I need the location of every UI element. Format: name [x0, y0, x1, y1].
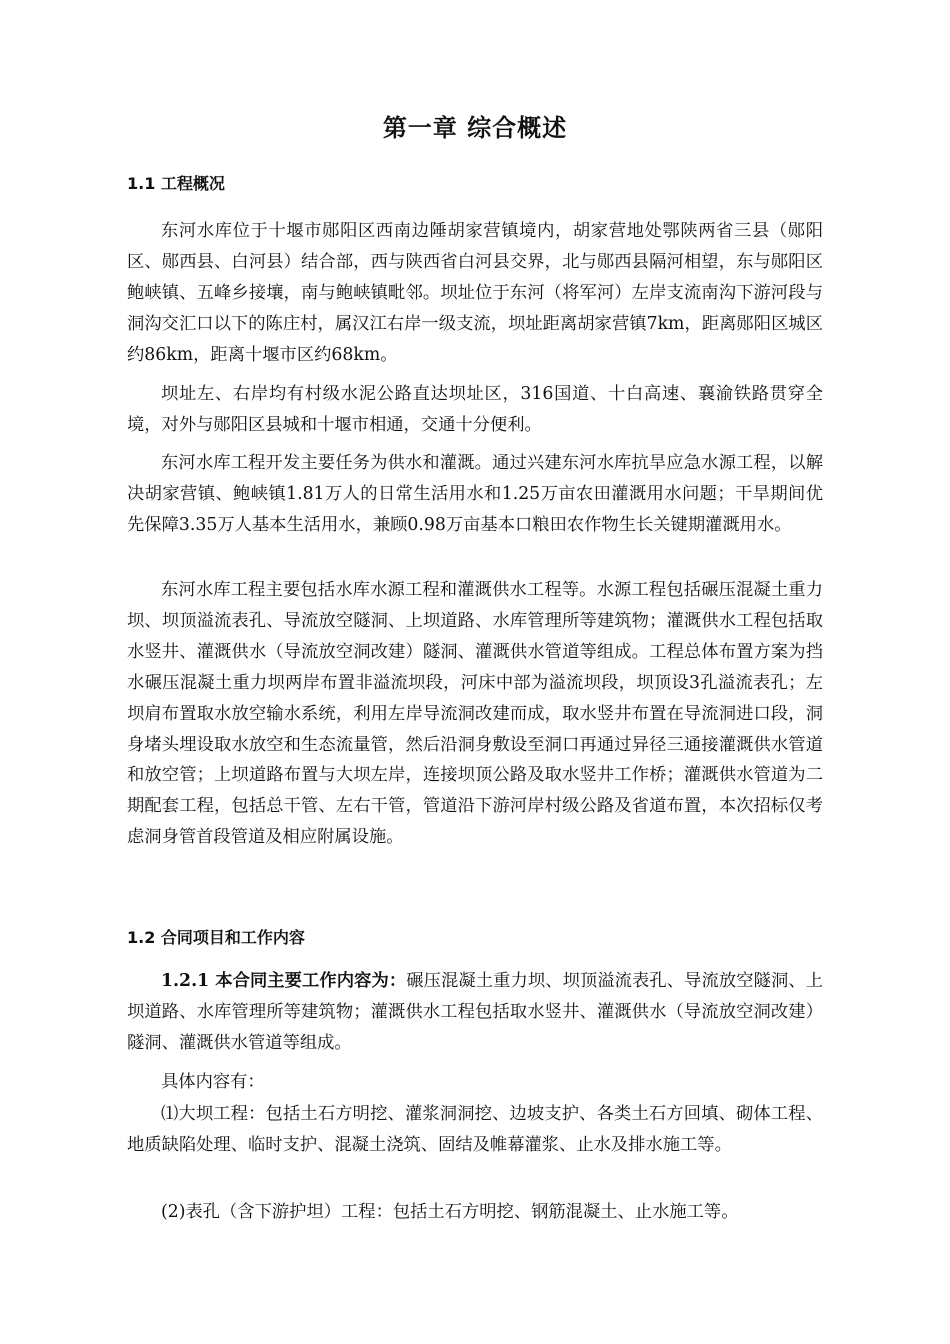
- paragraph-main-work: [127, 966, 823, 1059]
- main-work-text: 碾压混凝土重力坝、坝顶溢流表孔、导流放空隧洞、上坝道路、水库管理所等建筑物；灌溉供水工程包括取水竖井、灌溉供水（导流放空洞改建）隧洞、灌溉供水管道等组成。: [127, 971, 823, 1053]
- list-item-spillway: (2)表孔（含下游护坦）工程：包括土石方明挖、钢筋混凝土、止水施工等。: [161, 1202, 739, 1222]
- main-work-label: 1.2.1 本合同主要工作内容为：: [161, 971, 407, 991]
- list-item-dam: ⑴大坝工程：包括土石方明挖、灌浆洞洞挖、边坡支护、各类土石方回填、砌体工程、地质缺陷处理、临时支护、混凝土浇筑、固结及帷幕灌浆、止水及排水施工等。: [127, 1104, 823, 1155]
- section-heading-1-2: 1.2 合同项目和工作内容: [127, 928, 305, 947]
- chapter-title: 第一章 综合概述: [382, 114, 568, 142]
- paragraph-components: 东河水库工程主要包括水库水源工程和灌溉供水工程等。水源工程包括碾压混凝土重力坝、坝顶溢流表孔、导流放空隧洞、上坝道路、水库管理所等建筑物；灌溉供水工程包括取水竖井、灌溉供水（导流放空洞改建）隧洞、灌溉供水管道等组成。工程总体布置方案为挡水碾压混凝土重力坝两岸布置非溢流坝段，河床中部为溢流坝段，坝顶设3孔溢流表孔；左坝肩布置取水放空输水系统，利用左岸导流洞改建而成，取水竖井布置在导流洞进口段，洞身堵头埋设取水放空和生态流量管，然后沿洞身敷设至洞口再通过异径三通接灌溉供水管道和放空管；上坝道路布置与大坝左岸，连接坝顶公路及取水竖井工作桥；灌溉供水管道为二期配套工程，包括总干管、左右干管，管道沿下游河岸村级公路及省道布置，本次招标仅考虑洞身管首段管道及相应附属设施。: [127, 580, 823, 848]
- paragraph-specific: 具体内容有：: [161, 1072, 265, 1092]
- paragraph-tasks: 东河水库工程开发主要任务为供水和灌溉。通过兴建东河水库抗旱应急水源工程，以解决胡家营镇、鲍峡镇1.81万人的日常生活用水和1.25万亩农田灌溉用水问题；干旱期间优先保障3.35万人基本生活用水，兼顾0.98万亩基本口粮田农作物生长关键期灌溉用水。: [127, 453, 823, 535]
- paragraph-transport: 坝址左、右岸均有村级水泥公路直达坝址区，316国道、十白高速、襄渝铁路贯穿全境，对外与郧阳区县城和十堰市相通，交通十分便利。: [127, 384, 823, 435]
- section-heading-1-1: 1.1 工程概况: [127, 174, 225, 193]
- paragraph-location: 东河水库位于十堰市郧阳区西南边陲胡家营镇境内，胡家营地处鄂陕两省三县（郧阳区、郧西县、白河县）结合部，西与陕西省白河县交界，北与郧西县隔河相望，东与郧阳区鲍峡镇、五峰乡接壤，南与鲍峡镇毗邻。坝址位于东河（将军河）左岸支流南沟下游河段与洞沟交汇口以下的陈庄村，属汉江右岸一级支流，坝址距离胡家营镇7km，距离郧阳区城区约86km，距离十堰市区约68km。: [127, 221, 823, 365]
